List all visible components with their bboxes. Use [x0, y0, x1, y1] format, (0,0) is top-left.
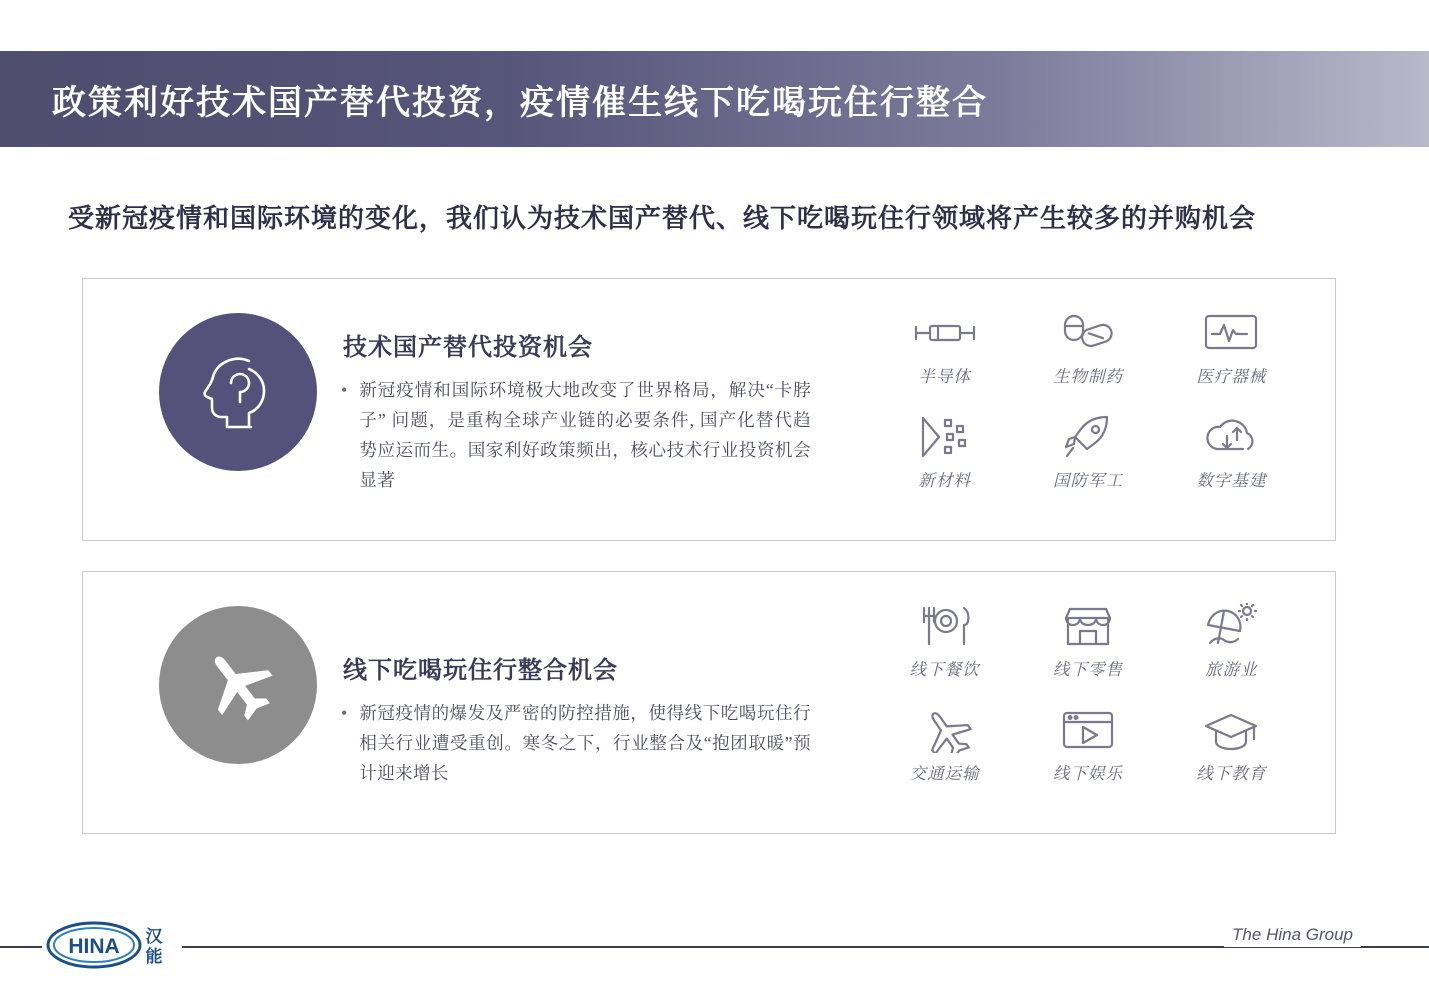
- semiconductor-chip-icon: [914, 307, 976, 359]
- icon-cell-dining: [873, 600, 1016, 692]
- icon-label: 医疗器械: [1196, 367, 1267, 386]
- bullet-marker: •: [341, 380, 348, 400]
- airplane-travel-icon: [918, 704, 972, 756]
- icon-cell-transport: [873, 704, 1016, 796]
- icon-label: 线下娱乐: [1052, 764, 1123, 783]
- icon-label: 国防军工: [1052, 471, 1123, 490]
- icon-cell-semiconductor: [873, 307, 1016, 399]
- medical-monitor-icon: [1202, 307, 1260, 359]
- cloud-data-arrows-icon: [1203, 411, 1259, 463]
- icon-cell-education: [1160, 704, 1303, 796]
- icon-label: 生物制药: [1052, 367, 1123, 386]
- capsule-pill-icon: [1060, 307, 1116, 359]
- new-material-icon: [917, 411, 973, 463]
- icon-label: 半导体: [918, 367, 971, 386]
- panel-tech-substitution: [82, 278, 1336, 541]
- beach-umbrella-icon: [1202, 600, 1260, 652]
- panel-bullet-tech: [341, 375, 811, 495]
- icon-label: 线下餐饮: [909, 660, 980, 679]
- logo-text: HINA: [68, 935, 120, 958]
- bullet-marker: •: [341, 703, 348, 723]
- icon-label: 线下零售: [1052, 660, 1123, 679]
- icon-cell-entertainment: [1016, 704, 1159, 796]
- icon-label: 交通运输: [909, 764, 980, 783]
- footer-brand-text: The Hina Group: [1224, 923, 1361, 947]
- slide-title-bar: [0, 51, 1429, 147]
- page-title: 政策利好技术国产替代投资，疫情催生线下吃喝玩住行整合: [52, 84, 988, 122]
- icon-label: 线下教育: [1196, 764, 1267, 783]
- icon-label: 新材料: [918, 471, 971, 490]
- video-player-icon: [1060, 704, 1116, 756]
- svg-text:能: 能: [145, 947, 163, 966]
- icon-cell-medical-device: [1160, 307, 1303, 399]
- icon-grid-tech: [873, 307, 1303, 503]
- panel-heading-tech: 技术国产替代投资机会: [343, 335, 593, 361]
- icon-cell-new-material: [873, 411, 1016, 503]
- footer-divider: [0, 946, 1429, 948]
- icon-label: 旅游业: [1205, 660, 1258, 679]
- graduation-cap-icon: [1202, 704, 1260, 756]
- airplane-icon: [159, 606, 317, 764]
- head-brain-icon: [159, 313, 317, 471]
- storefront-icon: [1060, 600, 1116, 652]
- logo-sub-text: 汉: [145, 927, 163, 946]
- panel-heading-offline: 线下吃喝玩住行整合机会: [343, 658, 618, 684]
- bullet-body-tech: 新冠疫情和国际环境极大地改变了世界格局，解决“卡脖子” 问题，是重构全球产业链的必要条件, 国产化替代趋势应运而生。国家利好政策频出，核心技术行业投资机会显著: [359, 380, 811, 490]
- icon-cell-tourism: [1160, 600, 1303, 692]
- slide-subtitle: 受新冠疫情和国际环境的变化，我们认为技术国产替代、线下吃喝玩住行领域将产生较多的并购机会: [68, 204, 1257, 233]
- icon-grid-offline: [873, 600, 1303, 796]
- hina-logo: [42, 912, 182, 978]
- panel-bullet-offline: [341, 698, 811, 788]
- cutlery-plate-icon: [916, 600, 974, 652]
- panel-offline-integration: [82, 571, 1336, 834]
- bullet-body-offline: 新冠疫情的爆发及严密的防控措施，使得线下吃喝玩住行相关行业遭受重创。寒冬之下，行业整合及“抱团取暖”预计迎来增长: [359, 703, 811, 783]
- icon-label: 数字基建: [1196, 471, 1267, 490]
- rocket-icon: [1063, 411, 1113, 463]
- icon-cell-digital-infra: [1160, 411, 1303, 503]
- icon-cell-defense: [1016, 411, 1159, 503]
- icon-cell-retail: [1016, 600, 1159, 692]
- icon-cell-biopharma: [1016, 307, 1159, 399]
